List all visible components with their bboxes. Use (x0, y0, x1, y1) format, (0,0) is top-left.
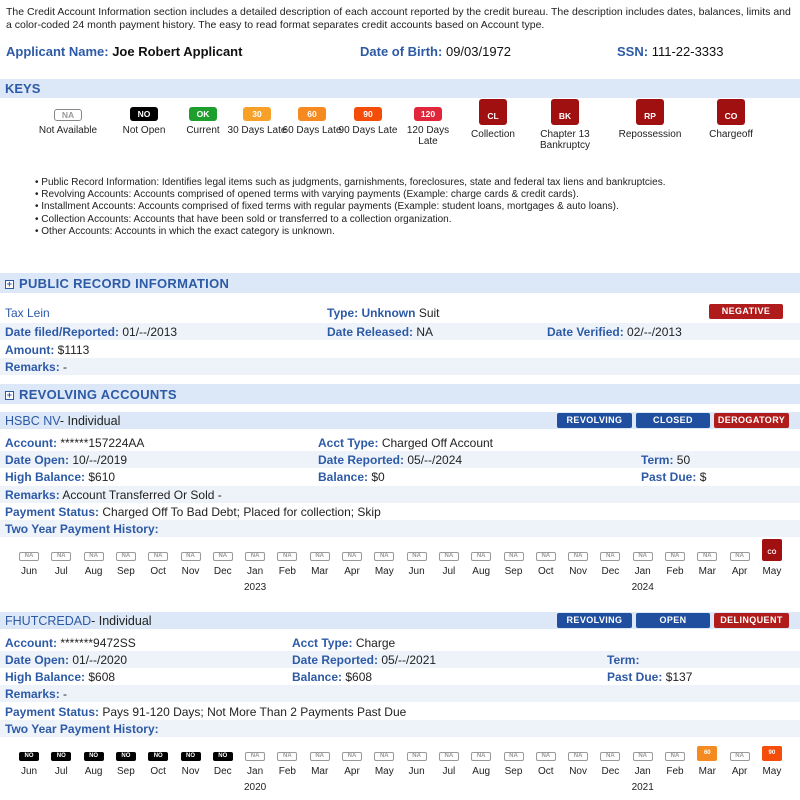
month-label: Apr (731, 766, 748, 777)
term-value: 50 (676, 453, 691, 467)
month-label: Jan (634, 766, 651, 777)
status-co-icon: CO (762, 539, 782, 561)
month-label: Aug (84, 766, 103, 777)
month-label: Apr (344, 766, 360, 777)
month-label: Mar (698, 766, 716, 777)
pr-filed-value: 01/--/2013 (122, 325, 178, 339)
status-na-icon: NA (245, 752, 265, 761)
key-label: Current (186, 125, 220, 136)
account-type-notes (43, 177, 793, 238)
status-na-icon: NA (504, 752, 524, 761)
status-na-icon: NA (310, 752, 330, 761)
status-na-icon: NA (471, 552, 491, 561)
month-label: Jan (634, 566, 651, 577)
negative-badge: NEGATIVE (709, 304, 783, 319)
status-na-icon: NA (374, 552, 394, 561)
pr-released-label: Date Released: (327, 325, 414, 339)
date-open-label: Date Open: (5, 453, 70, 467)
year-label: 2021 (631, 782, 654, 793)
history-month (562, 552, 594, 578)
public-record-header[interactable] (0, 273, 800, 293)
status-na-icon: NA (504, 552, 524, 561)
key-co (699, 99, 763, 140)
status-no-icon: NO (181, 752, 201, 761)
status-na-icon: NA (342, 752, 362, 761)
status-na-icon: NA (51, 552, 71, 561)
key-rp (618, 99, 682, 140)
past-due-value: $ (699, 470, 707, 484)
account-name: HSBC NV (5, 414, 60, 428)
month-label: Jan (247, 566, 264, 577)
account-label: Account: (5, 636, 57, 650)
applicant-name: Joe Robert Applicant (112, 44, 243, 59)
month-label: Sep (116, 566, 135, 577)
status-no-icon: NO (19, 752, 39, 761)
month-label: May (374, 766, 394, 777)
month-label: Mar (698, 566, 716, 577)
account-remarks-row (0, 486, 800, 503)
note-item: • Installment Accounts: Accounts comprised of fixed terms with regular payments (Example: student loans, mortgages & auto loans). (43, 201, 793, 213)
year-label: 2020 (243, 782, 267, 793)
note-item: • Revolving Accounts: Accounts comprised of opened terms with varying payments (Example: charge cards & credit cards). (43, 189, 793, 201)
month-label: Nov (181, 566, 200, 577)
balance-value: $0 (371, 470, 385, 484)
account-header (0, 412, 800, 429)
remarks-value: Account Transferred Or Sold - (62, 488, 222, 502)
account-balance-row (0, 468, 800, 485)
history-month (530, 552, 562, 578)
account-number-row (0, 634, 800, 651)
date-open-value: 01/--/2020 (72, 653, 128, 667)
payment-history-label: Two Year Payment History: (5, 722, 159, 736)
month-label: May (762, 766, 782, 777)
key-label: Not Open (122, 125, 166, 136)
month-label: Aug (472, 766, 491, 777)
key-cl (461, 99, 525, 140)
history-month (207, 552, 239, 578)
past-due-label: Past Due: (641, 470, 697, 484)
account-dates-row (0, 651, 800, 668)
key-label: 90 Days Late (338, 125, 398, 136)
month-label: Oct (150, 766, 166, 777)
month-label: May (762, 566, 782, 577)
status-na-icon: NA (730, 552, 750, 561)
key-cl-icon: CL (479, 99, 507, 125)
status-60-icon: 60 (697, 746, 717, 761)
payment-status-label: Payment Status: (5, 505, 100, 519)
payment-status-value: Pays 91-120 Days; Not More Than 2 Payments Past Due (102, 705, 407, 719)
history-month (659, 752, 691, 778)
history-month (756, 752, 788, 778)
acct-type-value: Charged Off Account (381, 436, 493, 450)
status-na-icon: NA (568, 552, 588, 561)
history-month (304, 752, 336, 778)
status-na-icon: NA (439, 752, 459, 761)
history-month (691, 552, 723, 578)
payment-status-row (0, 703, 800, 720)
key-bk-icon: BK (551, 99, 579, 125)
date-open-label: Date Open: (5, 653, 70, 667)
key-label: 60 Days Late (282, 125, 342, 136)
month-label: Jan (247, 766, 264, 777)
date-open-value: 10/--/2019 (72, 453, 128, 467)
history-month (78, 752, 110, 778)
account-balance-row (0, 668, 800, 685)
status-no-icon: NO (116, 752, 136, 761)
key-bk (533, 99, 597, 151)
key-120-icon: 120 (414, 107, 442, 121)
condition-badge: DEROGATORY (714, 413, 789, 428)
key-90 (336, 107, 400, 136)
status-na-icon: NA (633, 552, 653, 561)
pr-remarks-label: Remarks: (5, 360, 60, 374)
history-month (465, 552, 497, 578)
remarks-value: - (63, 687, 68, 701)
status-na-icon: NA (213, 552, 233, 561)
intro-text: The Credit Account Information section includes a detailed description of each account reported by the credit bureau. The description includes dates, balances, limits and a color-coded 24 month payment history. The easy to read format separates credit accounts based on Account type. (6, 6, 791, 31)
dob-value: 09/03/1972 (445, 44, 512, 59)
high-balance-label: High Balance: (5, 670, 86, 684)
pr-type-suffix: Suit (418, 306, 440, 320)
status-no-icon: NO (213, 752, 233, 761)
status-no-icon: NO (148, 752, 168, 761)
history-month (13, 552, 45, 578)
public-record-title: PUBLIC RECORD INFORMATION (19, 276, 230, 291)
status-na-icon: NA (600, 752, 620, 761)
month-label: Jun (408, 766, 425, 777)
history-month (401, 552, 433, 578)
balance-label: Balance: (318, 470, 369, 484)
month-label: Aug (472, 566, 491, 577)
history-month (530, 752, 562, 778)
payment-status-value: Charged Off To Bad Debt; Placed for collection; Skip (102, 505, 381, 519)
history-month (271, 552, 303, 578)
year-label: 2023 (243, 582, 267, 593)
status-na-icon: NA (633, 752, 653, 761)
history-month (498, 752, 530, 778)
balance-value: $608 (345, 670, 373, 684)
history-month (175, 552, 207, 578)
month-label: Apr (731, 566, 748, 577)
term-label: Term: (607, 653, 640, 667)
payment-history-title-row (0, 720, 800, 737)
payment-history-title-row (0, 520, 800, 537)
history-month (756, 552, 788, 578)
key-co-icon: CO (717, 99, 745, 125)
keys-header: KEYS (0, 79, 800, 98)
month-label: Dec (601, 766, 620, 777)
status-no-icon: NO (51, 752, 71, 761)
pr-type-value: Unknown (361, 306, 416, 320)
applicant-row (6, 44, 796, 62)
month-label: Jun (20, 766, 38, 777)
key-na (36, 107, 100, 136)
dob-label: Date of Birth: (360, 44, 443, 59)
status-na-icon: NA (310, 552, 330, 561)
payment-history-grid (0, 552, 800, 604)
revolving-title: REVOLVING ACCOUNTS (19, 387, 177, 402)
remarks-label: Remarks: (5, 488, 60, 502)
status-na-icon: NA (407, 552, 427, 561)
key-90-icon: 90 (354, 107, 382, 121)
account-number: *******9472SS (60, 636, 136, 650)
history-month (304, 552, 336, 578)
history-month (368, 752, 400, 778)
high-balance-label: High Balance: (5, 470, 86, 484)
month-label: Jul (442, 766, 456, 777)
note-item: • Public Record Information: Identifies legal items such as judgments, garnishments, foreclosures, state and federal tax liens and bankruptcies. (43, 177, 793, 189)
key-na-icon: NA (54, 109, 82, 121)
status-na-icon: NA (342, 552, 362, 561)
key-120 (396, 107, 460, 147)
date-reported-label: Date Reported: (318, 453, 405, 467)
key-rp-icon: RP (636, 99, 664, 125)
payment-history-grid (0, 752, 800, 800)
status-no-icon: NO (84, 752, 104, 761)
key-label: Chargeoff (709, 129, 753, 140)
status-na-icon: NA (471, 752, 491, 761)
month-label: Nov (569, 566, 587, 577)
status-na-icon: NA (181, 552, 201, 561)
history-month (724, 752, 756, 778)
history-month (142, 552, 174, 578)
pr-filed-label: Date filed/Reported: (5, 325, 120, 339)
month-label: Dec (213, 766, 232, 777)
revolving-badge: REVOLVING (557, 613, 632, 628)
history-month (336, 752, 368, 778)
applicant-name-label: Applicant Name: (6, 44, 109, 59)
revolving-badge: REVOLVING (557, 413, 632, 428)
account-ownership: - Individual (59, 414, 121, 428)
pr-type-label: Type: (327, 306, 359, 320)
acct-type-label: Acct Type: (318, 436, 379, 450)
status-na-icon: NA (697, 552, 717, 561)
month-label: Aug (84, 566, 103, 577)
status-na-icon: NA (277, 752, 297, 761)
month-label: Sep (116, 766, 135, 777)
account-header (0, 612, 800, 629)
acct-type-label: Acct Type: (292, 636, 353, 650)
status-na-icon: NA (407, 752, 427, 761)
acct-type-value: Charge (355, 636, 396, 650)
history-month (368, 552, 400, 578)
high-balance-value: $608 (88, 670, 116, 684)
payment-status-label: Payment Status: (5, 705, 100, 719)
history-month (691, 752, 723, 778)
date-reported-value: 05/--/2024 (407, 453, 463, 467)
year-label: 2024 (631, 582, 654, 593)
note-item: • Other Accounts: Accounts in which the exact category is unknown. (43, 226, 793, 238)
history-month (207, 752, 239, 778)
month-label: Nov (181, 766, 200, 777)
month-label: Oct (538, 766, 554, 777)
month-label: May (374, 566, 394, 577)
status-na-icon: NA (730, 752, 750, 761)
status-na-icon: NA (600, 552, 620, 561)
status-na-icon: NA (665, 752, 685, 761)
month-label: Feb (666, 566, 684, 577)
month-label: Oct (150, 566, 166, 577)
history-month (498, 552, 530, 578)
status-na-icon: NA (84, 552, 104, 561)
status-na-icon: NA (116, 552, 136, 561)
history-month (627, 752, 659, 794)
account-remarks-row (0, 685, 800, 702)
account-ownership: - Individual (91, 614, 152, 628)
ssn-label: SSN: (617, 44, 649, 59)
key-label: Chapter 13 Bankruptcy (539, 129, 591, 151)
status-na-icon: NA (245, 552, 265, 561)
month-label: Sep (504, 766, 523, 777)
history-month (78, 552, 110, 578)
history-month (110, 552, 142, 578)
status-na-icon: NA (439, 552, 459, 561)
history-month (465, 752, 497, 778)
history-month (659, 552, 691, 578)
month-label: Jul (442, 566, 456, 577)
expand-icon[interactable]: + (6, 279, 13, 289)
history-month (142, 752, 174, 778)
history-month (239, 752, 271, 794)
key-60 (280, 107, 344, 136)
status-na-icon: NA (277, 552, 297, 561)
history-month (724, 552, 756, 578)
key-60-icon: 60 (298, 107, 326, 121)
month-label: Mar (311, 766, 329, 777)
payment-status-row (0, 503, 800, 520)
date-reported-value: 05/--/2021 (381, 653, 437, 667)
pr-verified-value: 02/--/2013 (627, 325, 682, 339)
key-label: 30 Days Late (227, 125, 287, 136)
key-label: Repossession (618, 129, 682, 140)
month-label: Jul (54, 566, 68, 577)
note-item: • Collection Accounts: Accounts that have been sold or transferred to a collection organization. (43, 214, 793, 226)
key-no (112, 107, 176, 136)
key-30-icon: 30 (243, 107, 271, 121)
month-label: Jun (408, 566, 425, 577)
history-month (13, 752, 45, 778)
key-label: Not Available (38, 125, 98, 136)
history-month (562, 752, 594, 778)
status-na-icon: NA (536, 552, 556, 561)
remarks-label: Remarks: (5, 687, 60, 701)
status-badge: OPEN (636, 613, 710, 628)
status-badge: CLOSED (636, 413, 710, 428)
status-na-icon: NA (536, 752, 556, 761)
month-label: Sep (504, 566, 523, 577)
pr-verified-label: Date Verified: (547, 325, 624, 339)
payment-history-label: Two Year Payment History: (5, 522, 159, 536)
term-label: Term: (641, 453, 674, 467)
month-label: Mar (311, 566, 329, 577)
public-record-dates-row (0, 323, 800, 340)
condition-badge: DELINQUENT (714, 613, 789, 628)
past-due-label: Past Due: (607, 670, 663, 684)
history-month (336, 552, 368, 578)
history-month (271, 752, 303, 778)
month-label: Jun (20, 566, 38, 577)
month-label: Feb (666, 766, 684, 777)
month-label: Jul (54, 766, 68, 777)
date-reported-label: Date Reported: (292, 653, 379, 667)
pr-remarks-value: - (63, 360, 68, 374)
status-90-icon: 90 (762, 746, 782, 761)
account-label: Account: (5, 436, 57, 450)
balance-label: Balance: (292, 670, 343, 684)
public-record-amount-row (0, 341, 800, 358)
status-na-icon: NA (19, 552, 39, 561)
ssn-value: 111-22-3333 (651, 44, 724, 59)
account-number: ******157224AA (60, 436, 145, 450)
history-month (175, 752, 207, 778)
history-month (110, 752, 142, 778)
key-ok-icon: OK (189, 107, 217, 121)
pr-amount-label: Amount: (5, 343, 55, 357)
month-label: Feb (278, 766, 296, 777)
revolving-header[interactable] (0, 384, 800, 404)
status-na-icon: NA (148, 552, 168, 561)
history-month (433, 752, 465, 778)
key-label: Collection (471, 129, 515, 140)
status-na-icon: NA (568, 752, 588, 761)
expand-icon[interactable]: + (6, 390, 13, 400)
month-label: Dec (601, 566, 620, 577)
status-na-icon: NA (374, 752, 394, 761)
history-month (594, 552, 626, 578)
keys-legend (0, 107, 800, 167)
past-due-value: $137 (665, 670, 693, 684)
status-na-icon: NA (665, 552, 685, 561)
month-label: Oct (538, 566, 554, 577)
month-label: Dec (213, 566, 232, 577)
history-month (45, 752, 77, 778)
history-month (627, 552, 659, 594)
high-balance-value: $610 (88, 470, 116, 484)
month-label: Nov (569, 766, 587, 777)
history-month (433, 552, 465, 578)
public-record-name-row (0, 304, 800, 321)
history-month (401, 752, 433, 778)
account-dates-row (0, 451, 800, 468)
public-record-remarks-row (0, 358, 800, 375)
account-name: FHUTCREDAD (5, 614, 92, 628)
key-label: 120 Days Late (406, 125, 450, 147)
public-record-name: Tax Lein (5, 306, 50, 320)
history-month (594, 752, 626, 778)
pr-released-value: NA (416, 325, 434, 339)
month-label: Apr (344, 566, 360, 577)
month-label: Feb (278, 566, 296, 577)
key-no-icon: NO (130, 107, 158, 121)
account-number-row (0, 434, 800, 451)
pr-amount-value: $1113 (57, 343, 90, 357)
history-month (45, 552, 77, 578)
history-month (239, 552, 271, 594)
